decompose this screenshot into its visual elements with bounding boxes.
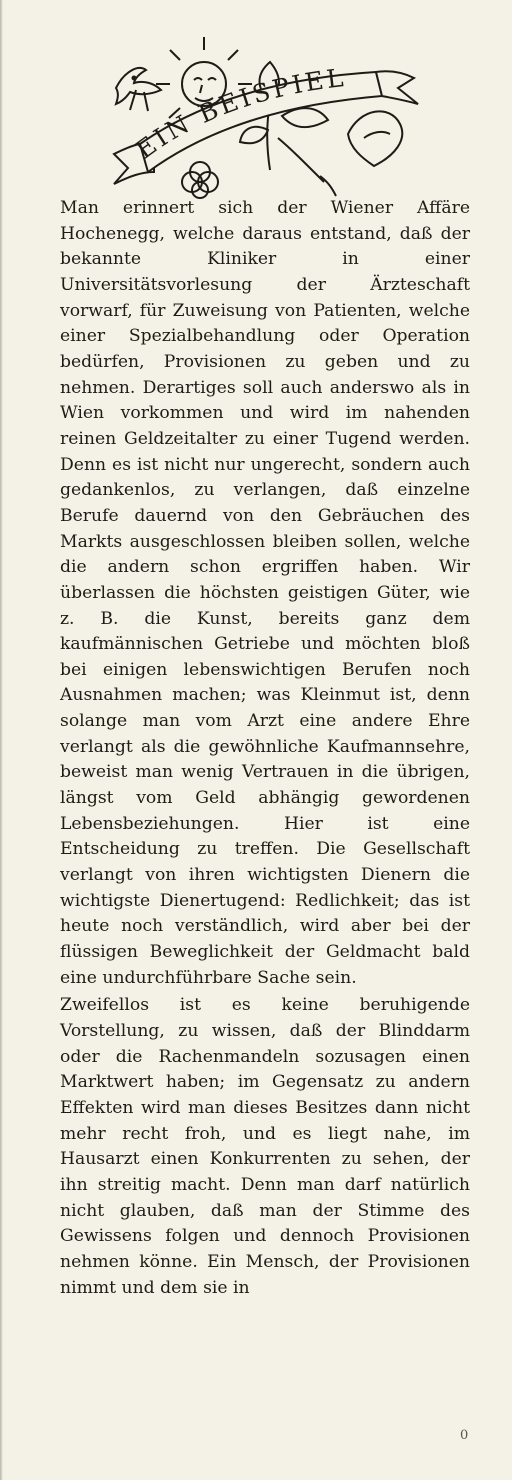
paragraph-1: Man erinnert sich der Wiener Affäre Hochenegg, welche daraus entstand, daß der bekannte Kliniker in einer Universitätsvorlesung der Ärzteschaft vorwarf, für Zuweisung von Patienten, welche einer Spezialbehandlung oder Operation bedürfen, Provisionen zu geben und zu nehmen. Derartiges soll auch anderswo als in Wien vorkommen und wird im nahenden reinen Geldzeitalter zu einer Tugend werden. Denn es ist nicht nur ungerecht, sondern auch gedankenlos, zu verlangen, daß einzelne Berufe dauernd von den Gebräuchen des Markts ausgeschlossen bleiben sollen, welche die andern schon ergriffen haben. Wir überlassen die höchsten geistigen Güter, wie z. B. die Kunst, bereits ganz dem kaufmännischen Getriebe und möchten bloß bei einigen lebenswichtigen Berufen noch Ausnahmen machen; was Kleinmut ist, denn solange man vom Arzt eine andere Ehre verlangt als die gewöhnliche Kaufmannsehre, beweist man wenig Vertrauen in die übrigen, längst vom Geld abhängig gewordenen Lebensbeziehungen. Hier ist eine Entscheidung zu treffen. Die Gesellschaft verlangt von ihren wichtigsten Dienern die wichtigste Dienertugend: Redlichkeit; das ist heute noch verständlich, wird aber bei der flüssigen Beweglichkeit der Geldmacht bald eine undurchführbare Sache sein. [60,198,470,988]
title-banner-illustration [96,32,426,202]
bird-icon [116,68,161,111]
heart-leaf-icon [348,111,402,166]
flower-icon [182,162,218,198]
article-title: EIN BEISPIEL [130,62,348,165]
paragraph-2: Zweifellos ist es keine beruhigende Vorstellung, zu wissen, daß der Blinddarm oder die Rachenmandeln sozusagen einen Marktwert haben; im Gegensatz zu andern Effekten wird man dieses Besitzes dann nicht mehr recht froh, und es liegt nahe, im Hausarzt einen Konkurrenten zu sehen, der ihn streitig macht. Denn man darf natürlich nicht glauben, daß man der Stimme des Gewissens folgen und dennoch Provisionen nehmen könne. Ein Mensch, der Provisionen nimmt und dem sie in [60,995,470,1298]
page-number: 0 [460,1428,469,1443]
page-edge-shadow [0,0,3,1480]
article-body [60,196,470,1301]
title-ornament [96,32,426,202]
